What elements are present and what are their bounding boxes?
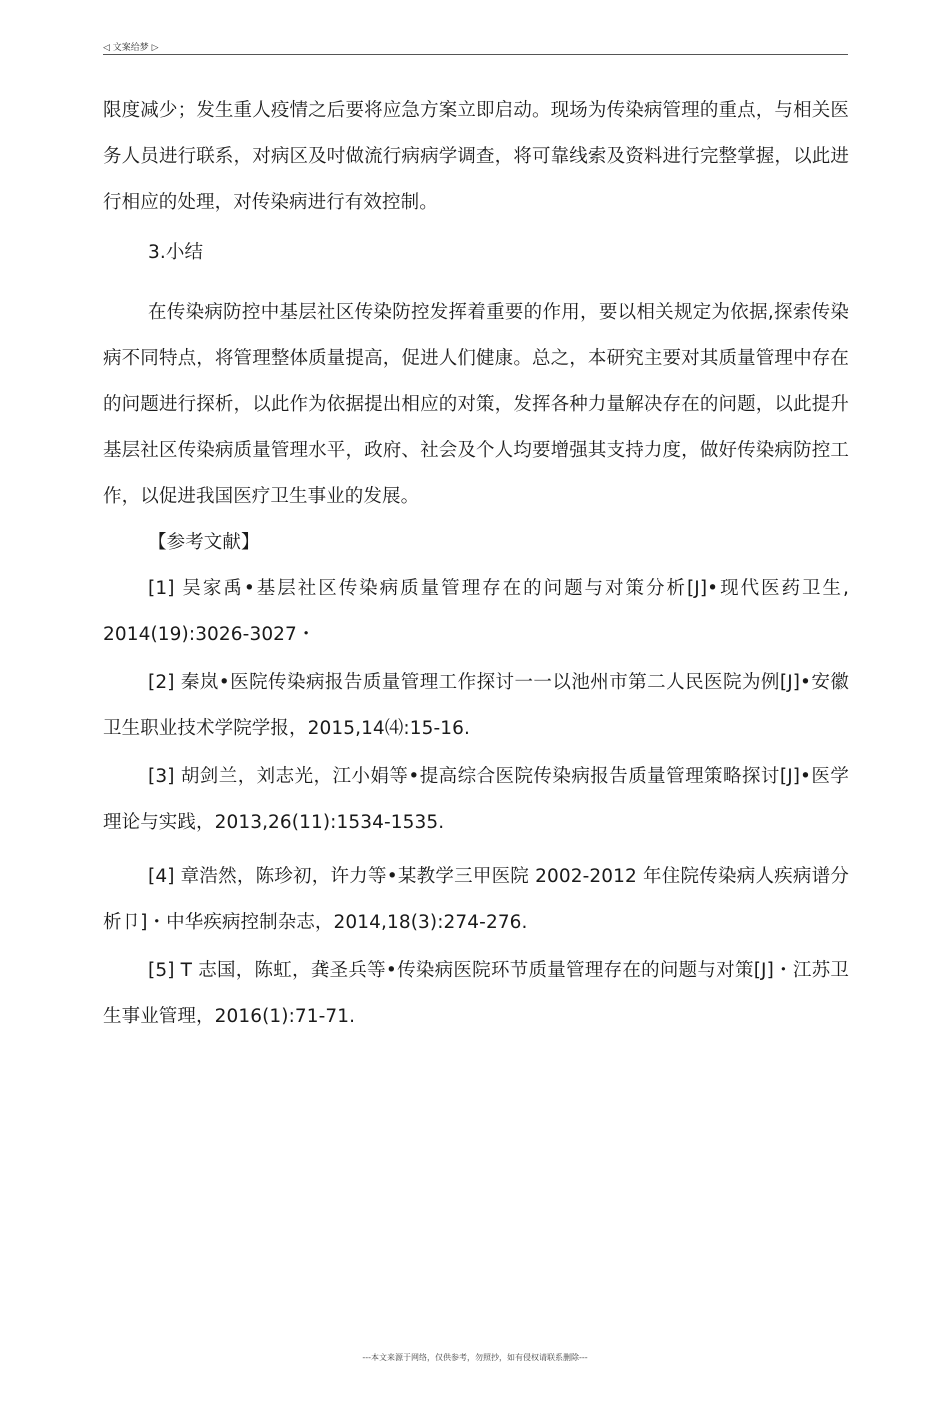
page-footer: ---本文来源于网络，仅供参考，勿照抄，如有侵权请联系删除---: [362, 1353, 588, 1362]
reference-item: [5] T 志国，陈虹，龚圣兵等•传染病医院环节质量管理存在的问题与对策[J]・江苏卫生事业管理，2016(1):71-71.: [103, 960, 849, 1027]
intro-paragraph: 限度减少；发生重人疫情之后要将应急方案立即启动。现场为传染病管理的重点，与相关医务人员进行联系，对病区及吋做流行病病学调查，将可靠线索及资料进行完整掌握，以此进行相应的处理，对传染病进行有效控制。: [103, 100, 849, 213]
document-body: [103, 88, 849, 1040]
page-header: ◁ 文案给梦 ▷: [103, 43, 159, 53]
spacer: [103, 276, 849, 290]
summary-paragraph: 在传染病防控中基层社区传染防控发挥着重要的作用，要以相关规定为依据,探索传染病不同特点，将管理整体质量提高，促进人们健康。总之，本研究主要对其质量管理中存在的问题进行探析，以此作为依据提出相应的对策，发挥各种力量解决存在的问题，以此提升基层社区传染病质量管理水平，政府、社会及个人均要增强其支持力度，做好传染病防控工作，以促进我国医疗卫生事业的发展。: [103, 302, 849, 507]
section-heading: 3.小结: [148, 242, 204, 263]
header-divider: [103, 54, 848, 55]
reference-item: [4] 章浩然，陈珍初，许力等•某教学三甲医院 2002-2012 年住院传染病人疾病谱分析卩]・中华疾病控制杂志，2014,18(3):274-276.: [103, 866, 849, 933]
reference-item: [2] 秦岚•医院传染病报告质量管理工作探讨一一以池州市第二人民医院为例[J]•安徽卫生职业技术学院学报，2015,14⑷:15-16.: [103, 672, 849, 739]
reference-item: [3] 胡剑兰，刘志光，江小娟等•提高综合医院传染病报告质量管理策略探讨[J]•医学理论与实践，2013,26(11):1534-1535.: [103, 766, 849, 833]
reference-item: [1] 吴家禹•基层社区传染病质量管理存在的问题与对策分析[J]•现代医药卫生, 2014(19):3026-3027・: [103, 578, 849, 645]
references-title: 【参考文献】: [148, 532, 260, 553]
references-list: [103, 566, 849, 1040]
